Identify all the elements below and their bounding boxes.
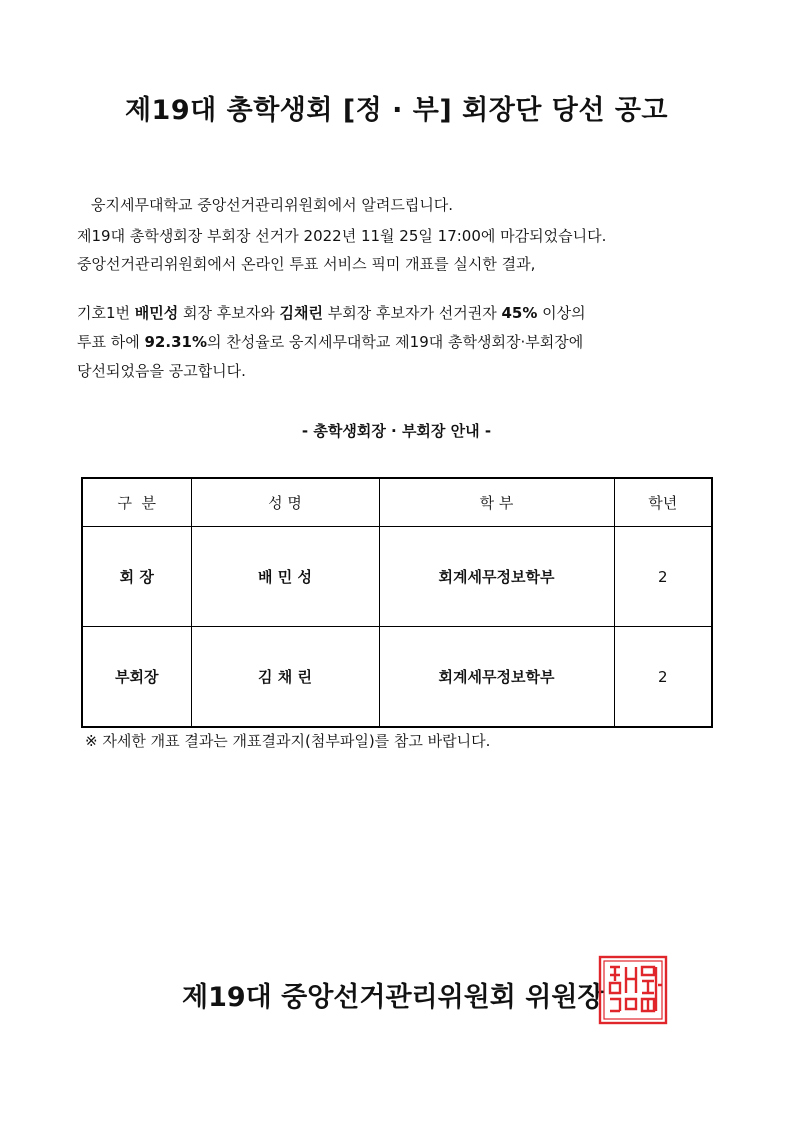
turnout-percent: 45% bbox=[501, 304, 538, 322]
header-year: 학년 bbox=[614, 478, 712, 527]
official-seal-icon bbox=[598, 955, 668, 1025]
result-text: 기호1번 bbox=[77, 304, 135, 322]
cell-dept: 회계세무정보학부 bbox=[379, 627, 614, 728]
table-row bbox=[82, 627, 712, 728]
president-name: 배민성 bbox=[134, 304, 179, 322]
header-role: 구 분 bbox=[82, 478, 191, 527]
winners-table bbox=[81, 477, 713, 728]
intro-line-1: 웅지세무대학교 중앙선거관리위원회에서 알려드립니다. bbox=[91, 196, 454, 214]
cell-dept: 회계세무정보학부 bbox=[379, 527, 614, 627]
result-line-2 bbox=[77, 332, 583, 352]
cell-name: 김 채 린 bbox=[191, 627, 379, 728]
approval-percent: 92.31% bbox=[144, 333, 207, 351]
signer-title: 제19대 중앙선거관리위원회 위원장 bbox=[182, 982, 604, 1013]
result-line-3: 당선되었음을 공고합니다. bbox=[77, 362, 246, 380]
cell-name: 배 민 성 bbox=[191, 527, 379, 627]
result-text: 부회장 후보자가 선거권자 bbox=[323, 304, 502, 322]
page-title: 제19대 총학생회 [정 · 부] 회장단 당선 공고 bbox=[124, 95, 669, 126]
result-text: 회장 후보자와 bbox=[178, 304, 280, 322]
table-header-row bbox=[82, 478, 712, 527]
cell-role: 부회장 bbox=[82, 627, 191, 728]
intro-line-2: 제19대 총학생회장 부회장 선거가 2022년 11월 25일 17:00에 마감되었습니다. bbox=[77, 227, 607, 245]
result-text: 투표 하에 bbox=[77, 333, 145, 351]
result-text: 이상의 bbox=[537, 304, 586, 322]
section-subheading: - 총학생회장 · 부회장 안내 - bbox=[301, 422, 492, 440]
header-name: 성 명 bbox=[191, 478, 379, 527]
cell-year: 2 bbox=[614, 627, 712, 728]
table-row bbox=[82, 527, 712, 627]
vp-name: 김채린 bbox=[279, 304, 324, 322]
cell-year: 2 bbox=[614, 527, 712, 627]
cell-role: 회 장 bbox=[82, 527, 191, 627]
header-dept: 학 부 bbox=[379, 478, 614, 527]
intro-line-3: 중앙선거관리위원회에서 온라인 투표 서비스 픽미 개표를 실시한 결과, bbox=[77, 255, 536, 273]
result-text: 의 찬성율로 웅지세무대학교 제19대 총학생회장·부회장에 bbox=[206, 333, 584, 351]
result-line-1 bbox=[77, 303, 586, 323]
footnote: ※ 자세한 개표 결과는 개표결과지(첨부파일)를 참고 바랍니다. bbox=[85, 732, 491, 750]
